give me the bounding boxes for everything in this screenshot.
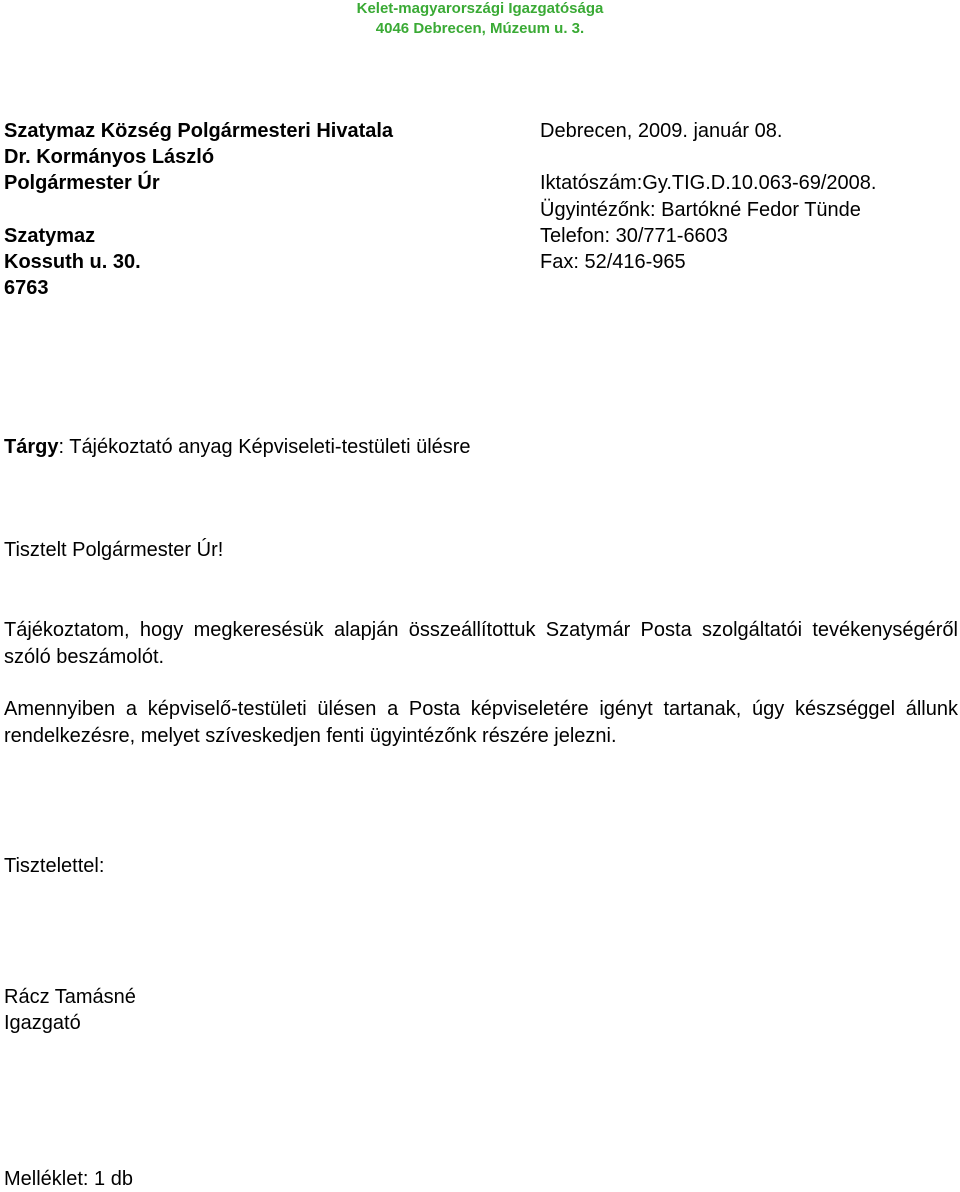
subject-label: Tárgy bbox=[4, 436, 59, 458]
signer-title: Igazgató bbox=[4, 1012, 81, 1034]
salutation: Tisztelt Polgármester Úr! bbox=[4, 539, 224, 561]
recipient-zip: 6763 bbox=[4, 277, 49, 299]
recipient-street: Kossuth u. 30. bbox=[4, 251, 141, 273]
signer-name: Rácz Tamásné bbox=[4, 986, 136, 1008]
recipient-office: Szatymaz Község Polgármesteri Hivatala bbox=[4, 120, 394, 142]
recipient-name: Dr. Kormányos László bbox=[4, 146, 215, 168]
letter-date: Debrecen, 2009. január 08. bbox=[540, 120, 783, 142]
phone-number: Telefon: 30/771-6603 bbox=[540, 225, 728, 247]
reference-number: Iktatószám:Gy.TIG.D.10.063-69/2008. bbox=[540, 172, 877, 194]
clerk-name: Ügyintézőnk: Bartókné Fedor Tünde bbox=[540, 199, 861, 221]
org-name: Kelet-magyarországi Igazgatósága bbox=[356, 0, 604, 17]
recipient-title: Polgármester Úr bbox=[4, 172, 160, 194]
closing: Tisztelettel: bbox=[4, 855, 105, 877]
paragraph-2: Amennyiben a képviselő-testületi ülésen a Posta képviseletére igényt tartanak, úgy készséggel állunk rendelkezésre, melyet szíveskedjen fenti ügyintézőnk részére jelezni. bbox=[4, 698, 958, 747]
org-address: 4046 Debrecen, Múzeum u. 3. bbox=[375, 20, 585, 37]
subject-text: : Tájékoztató anyag Képviseleti-testületi ülésre bbox=[58, 436, 471, 458]
subject-line bbox=[4, 434, 471, 460]
recipient-city: Szatymaz bbox=[4, 225, 96, 247]
fax-number: Fax: 52/416-965 bbox=[540, 251, 686, 273]
attachment-note: Melléklet: 1 db bbox=[4, 1168, 133, 1190]
paragraph-1: Tájékoztatom, hogy megkeresésük alapján összeállítottuk Szatymár Posta szolgáltatói tevékenységéről szóló beszámolót. bbox=[4, 619, 958, 668]
